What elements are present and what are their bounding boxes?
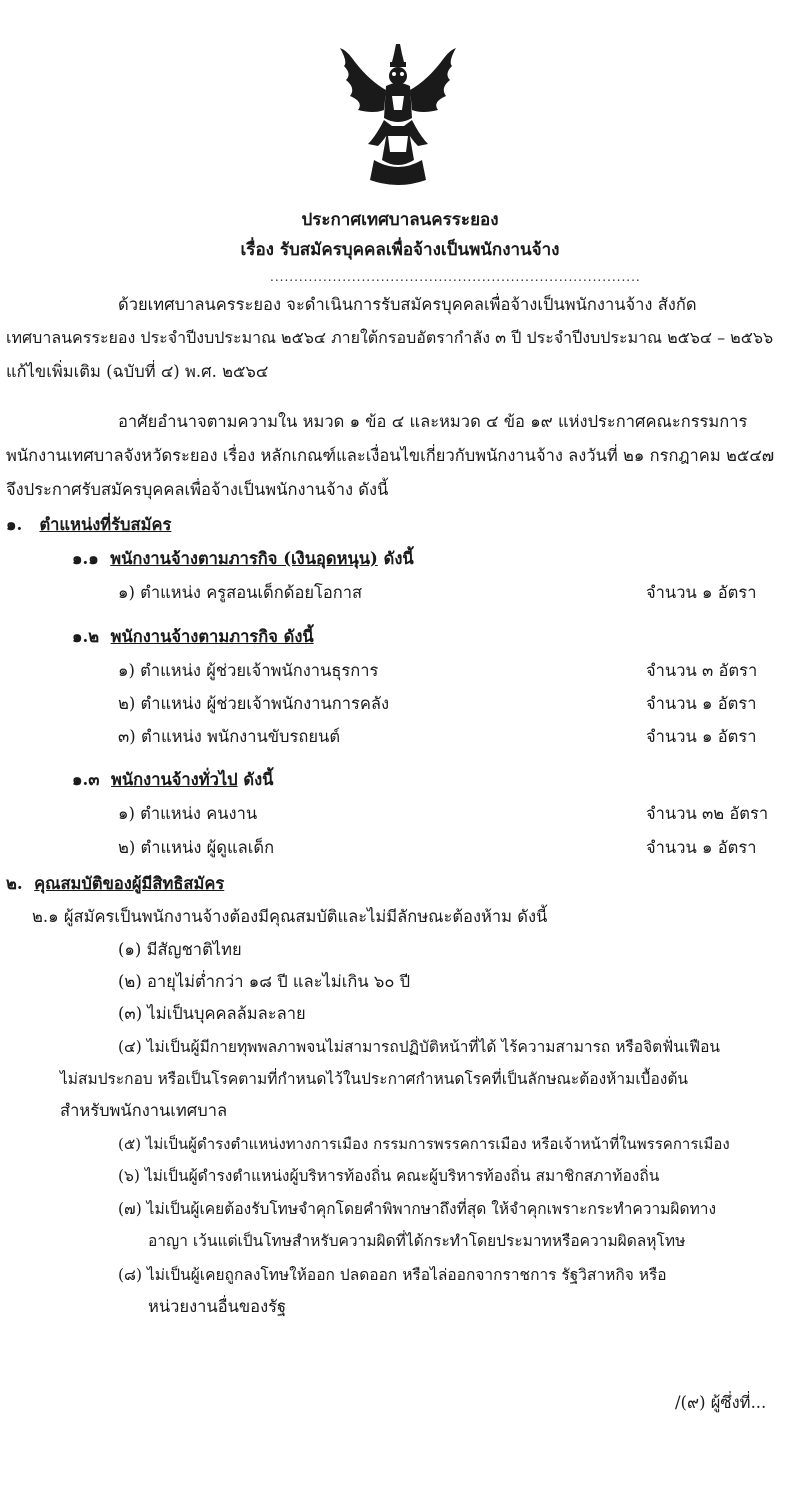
intro-p2-line3: จึงประกาศรับสมัครบุคคลเพื่อจ้างเป็นพนักงานจ้าง ดังนี้ (6, 480, 389, 499)
position-item: ๑) ตำแหน่ง ครูสอนเด็กด้อยโอกาส (118, 583, 363, 602)
position-count: จำนวน ๑ อัตรา (646, 838, 757, 857)
separator-line: ............................................................................. (270, 270, 641, 284)
qualification-4-line3: สำหรับพนักงานเทศบาล (60, 1101, 228, 1120)
group1-title: พนักงานจ้างตามภารกิจ (เงินอุดหนุน) (110, 549, 378, 568)
section1-heading (6, 513, 171, 537)
group1-heading (72, 547, 414, 571)
qualification-7-line2: อาญา เว้นแต่เป็นโทษสำหรับความผิดที่ได้กระทำโดยประมาทหรือความผิดลหุโทษ (148, 1232, 686, 1250)
document-subject: เรื่อง รับสมัครบุคคลเพื่อจ้างเป็นพนักงานจ้าง (240, 240, 560, 260)
position-item: ๒) ตำแหน่ง ผู้ดูแลเด็ก (118, 838, 275, 857)
intro-p2-line2: พนักงานเทศบาลจังหวัดระยอง เรื่อง หลักเกณฑ์และเงื่อนไขเกี่ยวกับพนักงานจ้าง ลงวันที่ ๒๑ กรกฎาคม ๒๕๔๗ (6, 446, 775, 465)
group3-title: พนักงานจ้างทั่วไป (111, 770, 238, 789)
group1-number: ๑.๑ (72, 549, 99, 568)
qualification-4-line1: (๔) ไม่เป็นผู้มีกายทุพพลภาพจนไม่สามารถปฏิบัติหน้าที่ได้ ไร้ความสามารถ หรือจิตฟั่นเฟือน (118, 1038, 720, 1056)
intro-p1-line3: แก้ไขเพิ่มเติม (ฉบับที่ ๔) พ.ศ. ๒๕๖๔ (6, 362, 269, 381)
section2-number: ๒. (6, 874, 23, 893)
section2-sub: ๒.๑ ผู้สมัครเป็นพนักงานจ้างต้องมีคุณสมบัติและไม่มีลักษณะต้องห้าม ดังนี้ (32, 907, 548, 926)
group3-suffix: ดังนี้ (237, 770, 274, 789)
qualification-4-line2: ไม่สมประกอบ หรือเป็นโรคตามที่กำหนดไว้ในประกาศกำหนดโรคที่เป็นลักษณะต้องห้ามเบื้องต้น (60, 1070, 688, 1088)
qualification-2: (๒) อายุไม่ต่ำกว่า ๑๘ ปี และไม่เกิน ๖๐ ปี (118, 972, 411, 991)
section1-title: ตำแหน่งที่รับสมัคร (39, 515, 172, 534)
qualification-8-line2: หน่วยงานอื่นของรัฐ (148, 1297, 287, 1316)
position-item: ๑) ตำแหน่ง ผู้ช่วยเจ้าพนักงานธุรการ (118, 661, 379, 680)
section2-title: คุณสมบัติของผู้มีสิทธิสมัคร (34, 874, 225, 893)
group1-suffix: ดังนี้ (377, 549, 414, 568)
qualification-3: (๓) ไม่เป็นบุคคลล้มละลาย (118, 1004, 306, 1023)
position-count: จำนวน ๑ อัตรา (646, 727, 757, 746)
position-item: ๑) ตำแหน่ง คนงาน (118, 804, 258, 823)
position-count: จำนวน ๓๒ อัตรา (646, 804, 769, 823)
qualification-7-line1: (๗) ไม่เป็นผู้เคยต้องรับโทษจำคุกโดยคำพิพากษาถึงที่สุด ให้จำคุกเพราะกระทำความผิดทาง (118, 1200, 717, 1218)
qualification-5: (๕) ไม่เป็นผู้ดำรงตำแหน่งทางการเมือง กรรมการพรรคการเมือง หรือเจ้าหน้าที่ในพรรคการเมือง (118, 1135, 730, 1153)
intro-p1-line1: ด้วยเทศบาลนครระยอง จะดำเนินการรับสมัครบุคคลเพื่อจ้างเป็นพนักงานจ้าง สังกัด (118, 295, 697, 314)
group2-heading (72, 625, 314, 649)
section2-heading (6, 872, 224, 896)
position-count: จำนวน ๑ อัตรา (646, 694, 757, 713)
continuation-marker: /(๙) ผู้ซึ่งที่... (675, 1393, 767, 1412)
intro-p2-line1: อาศัยอำนาจตามความใน หมวด ๑ ข้อ ๔ และหมวด ๔ ข้อ ๑๙ แห่งประกาศคณะกรรมการ (118, 412, 748, 431)
qualification-6: (๖) ไม่เป็นผู้ดำรงตำแหน่งผู้บริหารท้องถิ่น คณะผู้บริหารท้องถิ่น สมาชิกสภาท้องถิ่น (118, 1167, 660, 1185)
group2-number: ๑.๒ (72, 627, 100, 646)
section1-number: ๑. (6, 515, 23, 534)
position-item: ๓) ตำแหน่ง พนักงานขับรถยนต์ (118, 727, 341, 746)
qualification-8-line1: (๘) ไม่เป็นผู้เคยถูกลงโทษให้ออก ปลดออก หรือไล่ออกจากราชการ รัฐวิสาหกิจ หรือ (118, 1266, 667, 1284)
position-item: ๒) ตำแหน่ง ผู้ช่วยเจ้าพนักงานการคลัง (118, 694, 390, 713)
group3-heading (72, 768, 273, 792)
group3-number: ๑.๓ (72, 770, 100, 789)
position-count: จำนวน ๓ อัตรา (646, 661, 758, 680)
intro-p1-line2: เทศบาลนครระยอง ประจำปีงบประมาณ ๒๕๖๔ ภายใต้กรอบอัตรากำลัง ๓ ปี ประจำปีงบประมาณ ๒๕๖๔ – ๒๕๖๖ (6, 328, 774, 347)
group2-title: พนักงานจ้างตามภารกิจ ดังนี้ (110, 627, 314, 646)
document-title: ประกาศเทศบาลนครระยอง (301, 210, 499, 230)
garuda-emblem-icon (338, 40, 458, 190)
qualification-1: (๑) มีสัญชาติไทย (118, 940, 242, 959)
position-count: จำนวน ๑ อัตรา (646, 583, 757, 602)
